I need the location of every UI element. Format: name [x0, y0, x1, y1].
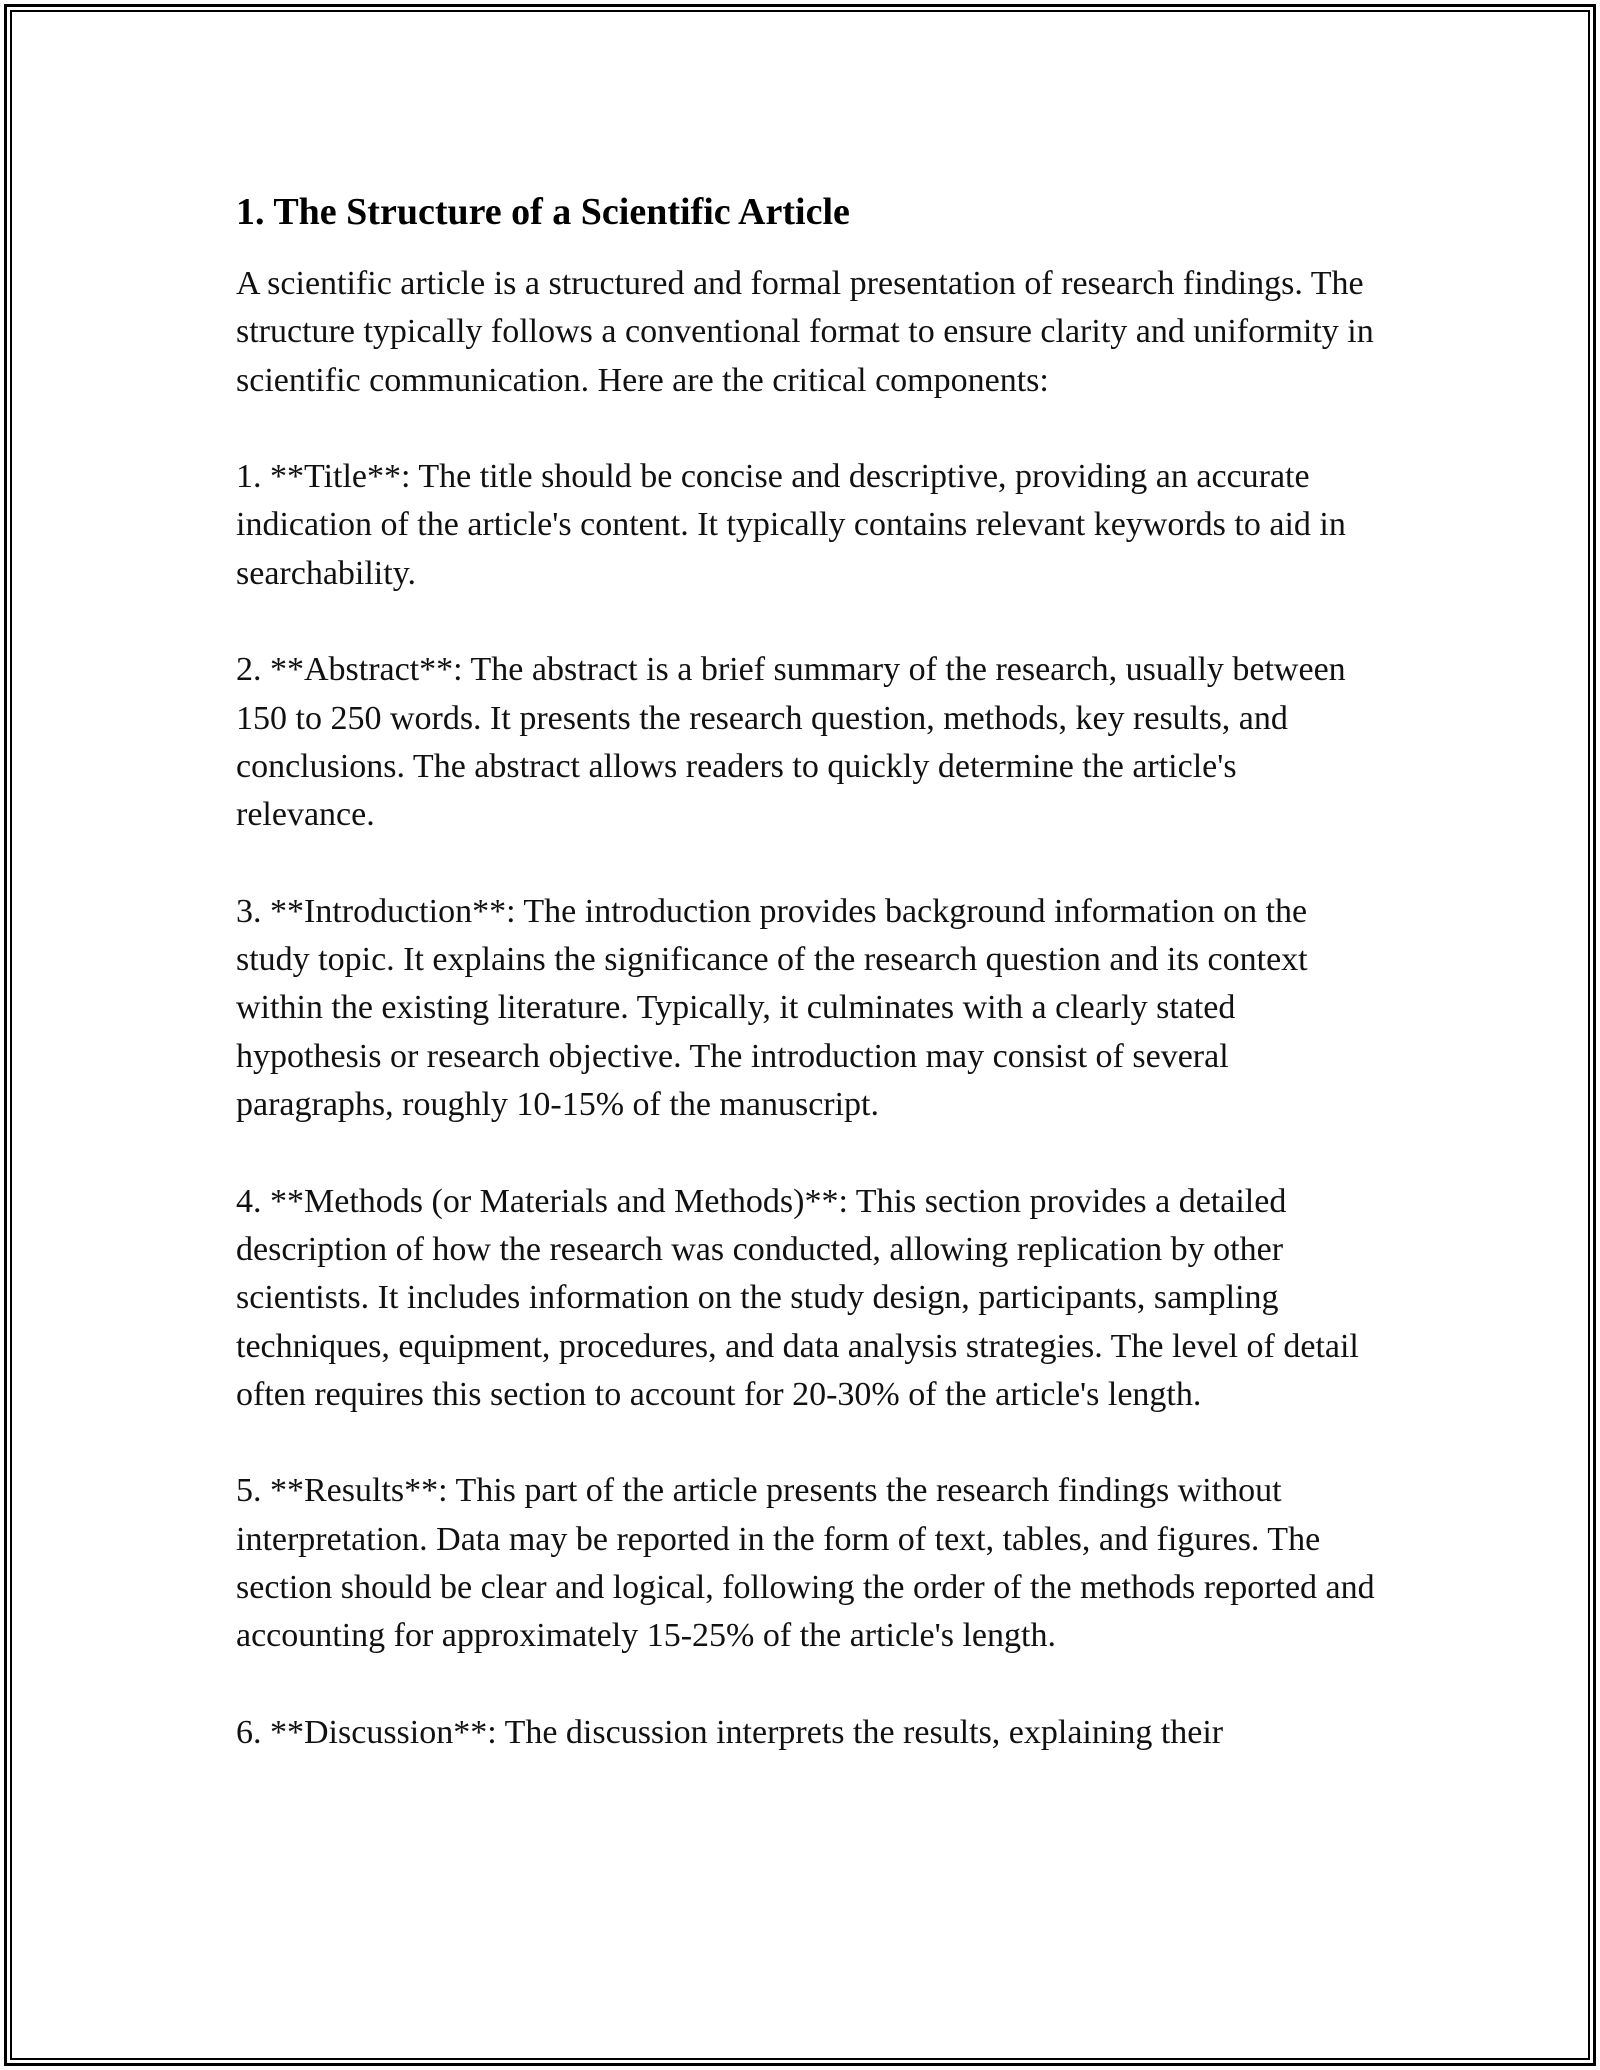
introduction-item-paragraph: 3. **Introduction**: The introduction provides background information on the study topic. It explains the significance of the research question and its context within the existing literature. Typically, it culminates with a clearly stated hypothesis or research objective. The introduction may consist of several paragraphs, roughly 10-15% of the manuscript. [236, 892, 1308, 1124]
results-item-paragraph: 5. **Results**: This part of the article presents the research findings without interpretation. Data may be reported in the form of text, tables, and figures. The section should be clear and logical, following the order of the methods reported and accounting for approximately 15-25% of the article's length. [236, 1472, 1375, 1655]
abstract-item-paragraph: 2. **Abstract**: The abstract is a brief summary of the research, usually between 150 to 250 words. It presents the research question, methods, key results, and conclusions. The abstract allows readers to quickly determine the article's relevance. [236, 651, 1346, 834]
document-body [236, 188, 1376, 1757]
title-item-paragraph: 1. **Title**: The title should be concise and descriptive, providing an accurate indication of the article's content. It typically contains relevant keywords to aid in searchability. [236, 458, 1346, 592]
intro-paragraph: A scientific article is a structured and formal presentation of research findings. The structure typically follows a conventional format to ensure clarity and uniformity in scientific communication. Here are the critical components: [236, 265, 1374, 399]
discussion-item-paragraph: 6. **Discussion**: The discussion interprets the results, explaining their [236, 1713, 1224, 1751]
methods-item-paragraph: 4. **Methods (or Materials and Methods)**: This section provides a detailed description of how the research was conducted, allowing replication by other scientists. It includes information on the study design, participants, sampling techniques, equipment, procedures, and data analysis strategies. The level of detail often requires this section to account for 20-30% of the article's length. [236, 1182, 1359, 1413]
section-heading: 1. The Structure of a Scientific Article [236, 191, 850, 233]
